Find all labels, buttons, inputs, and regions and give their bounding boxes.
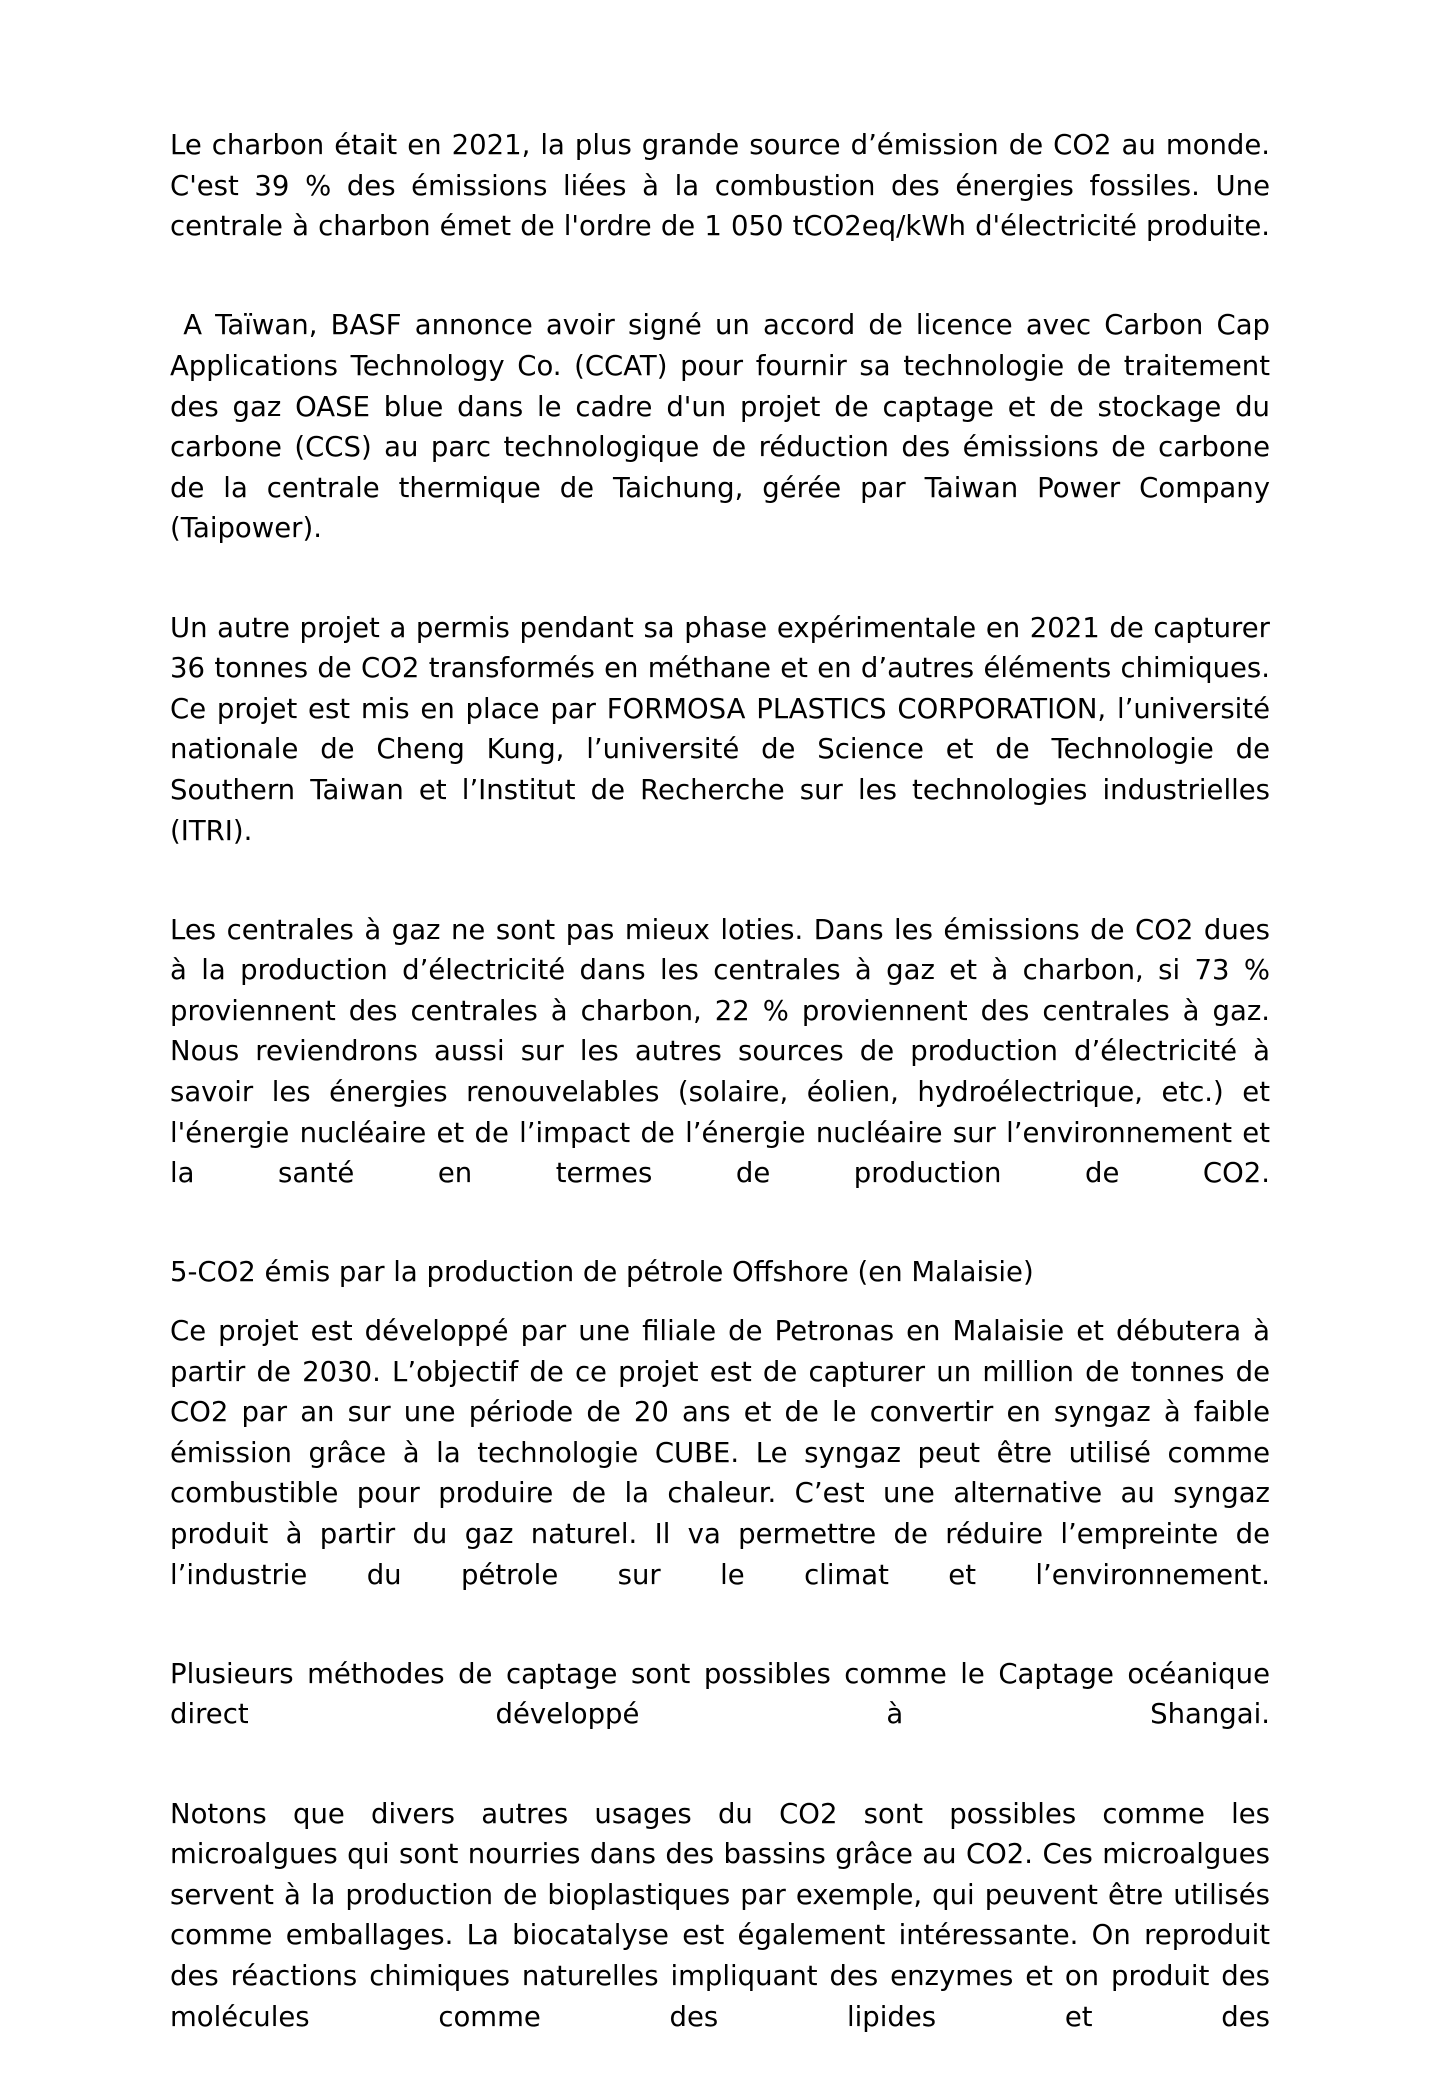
paragraph-gas-plants: Les centrales à gaz ne sont pas mieux loties. Dans les émissions de CO2 dues à la production d’électricité dans les centrales à gaz et à charbon, si 73 % proviennent des centrales à charbon, 22 % proviennent des centrales à gaz. Nous reviendrons aussi sur les autres sources de production d’électricité à savoir les énergies renouvelables (solaire, éolien, hydroélectrique, etc.) et l'énergie nucléaire et de l’impact de l’énergie nucléaire sur l’environnement et la santé en termes de production de CO2. xyxy=(170,913,1279,1190)
document-body xyxy=(170,125,1297,2078)
paragraph-basf-taiwan: A Taïwan, BASF annonce avoir signé un accord de licence avec Carbon Cap Applications Technology Co. (CCAT) pour fournir sa technologie de traitement des gaz OASE blue dans le cadre d'un projet de captage et de stockage du carbone (CCS) au parc technologique de réduction des émissions de carbone de la centrale thermique de Taichung, gérée par Taiwan Power Company (Taipower). xyxy=(170,309,1279,545)
paragraph-capture-methods: Plusieurs méthodes de captage sont possibles comme le Captage océanique direct développé à Shangai. xyxy=(170,1657,1279,1731)
paragraph-formosa-project: Un autre projet a permis pendant sa phase expérimentale en 2021 de capturer 36 tonnes de CO2 transformés en méthane et en d’autres éléments chimiques. Ce projet est mis en place par FORMOSA PLASTICS CORPORATION, l’université nationale de Cheng Kung, l’université de Science et de Technologie de Southern Taiwan et l’Institut de Recherche sur les technologies industrielles (ITRI). xyxy=(170,611,1297,847)
paragraph-coal-emissions: Le charbon était en 2021, la plus grande source d’émission de CO2 au monde. C'est 39 % des émissions liées à la combustion des énergies fossiles. Une centrale à charbon émet de l'ordre de 1 050 tCO2eq/kWh d'électricité produite. xyxy=(170,129,1279,243)
paragraph-petronas-project: Ce projet est développé par une filiale de Petronas en Malaisie et débutera à partir de 2030. L’objectif de ce projet est de capturer un million de tonnes de CO2 par an sur une période de 20 ans et de le convertir en syngaz à faible émission grâce à la technologie CUBE. Le syngaz peut être utilisé comme combustible pour produire de la chaleur. C’est une alternative au syngaz produit à partir du gaz naturel. Il va permettre de réduire l’empreinte de l’industrie du pétrole sur le climat et l’environnement. xyxy=(170,1315,1279,1591)
paragraph-co2-uses: Notons que divers autres usages du CO2 sont possibles comme les microalgues qui sont nourries dans des bassins grâce au CO2. Ces microalgues servent à la production de bioplastiques par exemple, qui peuvent être utilisés comme emballages. La biocatalyse est également intéressante. On reproduit des réactions chimiques naturelles impliquant des enzymes et on produit des molécules comme des lipides et des xyxy=(170,1797,1279,2033)
section-heading-offshore-malaysia: 5-CO2 émis par la production de pétrole Offshore (en Malaisie) xyxy=(170,1256,1034,1289)
